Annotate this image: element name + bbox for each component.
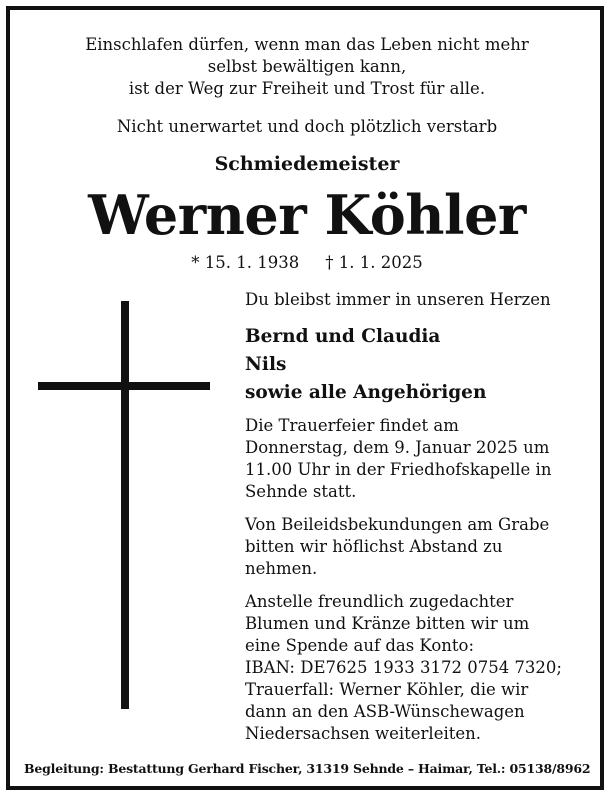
- cross-icon-beam: [38, 382, 210, 390]
- condolence-info: [245, 514, 585, 580]
- condolence-line: bitten wir höflichst Abstand zu: [245, 537, 503, 556]
- donation-line: Niedersachsen weiterleiten.: [245, 724, 482, 743]
- heart-line: Du bleibst immer in unseren Herzen: [245, 290, 551, 309]
- condolence-line: nehmen.: [245, 559, 318, 578]
- condolence-line: Von Beileidsbekundungen am Grabe: [245, 515, 550, 534]
- donation-line: Trauerfall: Werner Köhler, die wir: [245, 680, 529, 699]
- occupation-title: Schmiedemeister: [214, 153, 400, 175]
- family-line: Nils: [245, 354, 287, 375]
- donation-line: Blumen und Kränze bitten wir um: [245, 614, 530, 633]
- funeral-line: 11.00 Uhr in der Friedhofskapelle in: [245, 460, 552, 479]
- donation-line: dann an den ASB-Wünschewagen: [245, 702, 525, 721]
- family-line: Bernd und Claudia: [245, 326, 441, 347]
- motto-line: selbst bewältigen kann,: [207, 57, 407, 76]
- birth-date: * 15. 1. 1938: [191, 253, 300, 272]
- donation-line: IBAN: DE7625 1933 3172 0754 7320;: [245, 658, 562, 677]
- donation-info: [245, 591, 585, 745]
- death-date: † 1. 1. 2025: [325, 253, 423, 272]
- family-line: sowie alle Angehörigen: [245, 382, 487, 403]
- funeral-line: Donnerstag, dem 9. Januar 2025 um: [245, 438, 550, 457]
- donation-line: eine Spende auf das Konto:: [245, 636, 475, 655]
- life-dates: [0, 252, 614, 274]
- cross-icon: [121, 301, 129, 709]
- donation-line: Anstelle freundlich zugedachter: [245, 592, 514, 611]
- motto-verse: [0, 34, 614, 100]
- funeral-line: Die Trauerfeier findet am: [245, 416, 459, 435]
- funeral-line: Sehnde statt.: [245, 482, 357, 501]
- family-names: [245, 323, 585, 407]
- deceased-name: Werner Köhler: [88, 183, 526, 247]
- intro-text: Nicht unerwartet und doch plötzlich verstarb: [116, 117, 498, 136]
- motto-line: Einschlafen dürfen, wenn man das Leben nicht mehr: [85, 35, 529, 54]
- motto-line: ist der Weg zur Freiheit und Trost für alle.: [128, 79, 486, 98]
- funeral-home-footer: Begleitung: Bestattung Gerhard Fischer, 31319 Sehnde – Haimar, Tel.: 05138/8962: [24, 761, 591, 776]
- funeral-info: [245, 415, 585, 503]
